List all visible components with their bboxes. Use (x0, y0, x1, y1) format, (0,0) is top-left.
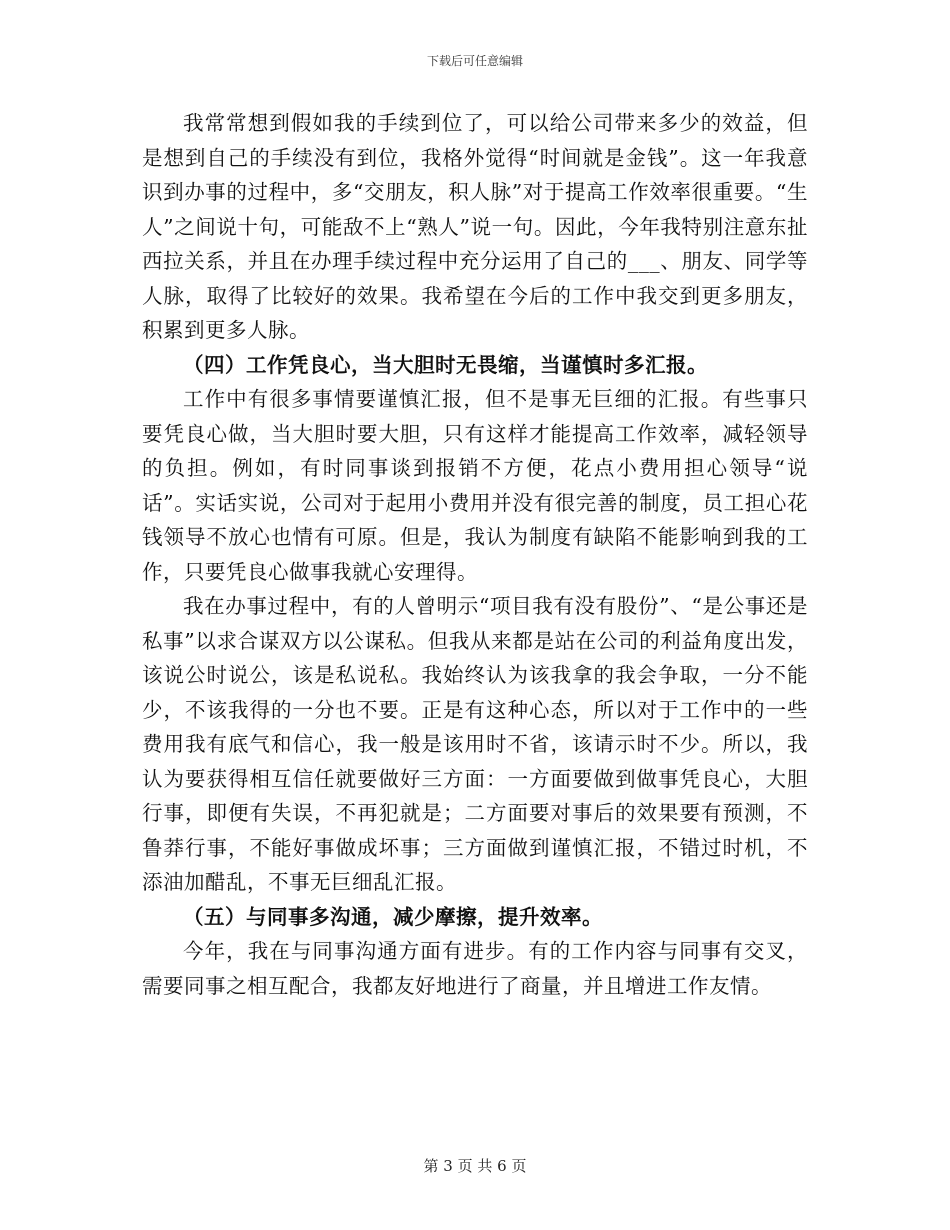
paragraph-communication: 今年，我在与同事沟通方面有进步。有的工作内容与同事有交叉，需要同事之相互配合，我都友好地进行了商量，并且增进工作友情。 (142, 939, 808, 998)
section-heading-four: （四）工作凭良心，当大胆时无畏缩，当谨慎时多汇报。 (183, 352, 708, 377)
section-heading-five: （五）与同事多沟通，减少摩擦，提升效率。 (183, 904, 603, 929)
document-body (142, 106, 808, 1003)
page-header: 下载后可任意编辑 (426, 54, 523, 68)
paragraph-network: 我常常想到假如我的手续到位了，可以给公司带来多少的效益，但是想到自己的手续没有到位，我格外觉得“时间就是金钱”。这一年我意识到办事的过程中，多“交朋友，积人脉”对于提高工作效率很重要。“生人”之间说十句，可能敌不上“熟人”说一句。因此，今年我特别注意东扯西拉关系，并且在办理手续过程中充分运用了自己的___、朋友、同学等人脉，取得了比较好的效果。我希望在今后的工作中我交到更多朋友，积累到更多人脉。 (142, 111, 808, 342)
page-footer: 第 3 页 共 6 页 (423, 1157, 527, 1175)
paragraph-conscience: 工作中有很多事情要谨慎汇报，但不是事无巨细的汇报。有些事只要凭良心做，当大胆时要大胆，只有这样才能提高工作效率，减轻领导的负担。例如，有时同事谈到报销不方便，花点小费用担心领导“说话”。实话实说，公司对于起用小费用并没有很完善的制度，员工担心花钱领导不放心也情有可原。但是，我认为制度有缺陷不能影响到我的工作，只要凭良心做事我就心安理得。 (142, 387, 808, 584)
paragraph-integrity: 我在办事过程中，有的人曾明示“项目我有没有股份”、“是公事还是私事”以求合谋双方以公谋私。但我从来都是站在公司的利益角度出发，该说公时说公，该是私说私。我始终认为该我拿的我会争取，一分不能少，不该我得的一分也不要。正是有这种心态，所以对于工作中的一些费用我有底气和信心，我一般是该用时不省，该请示时不少。所以，我认为要获得相互信任就要做好三方面：一方面要做到做事凭良心，大胆行事，即便有失误，不再犯就是；二方面要对事后的效果要有预测，不鲁莽行事，不能好事做成坏事；三方面做到谨慎汇报，不错过时机，不添油加醋乱，不事无巨细乱汇报。 (142, 594, 808, 894)
